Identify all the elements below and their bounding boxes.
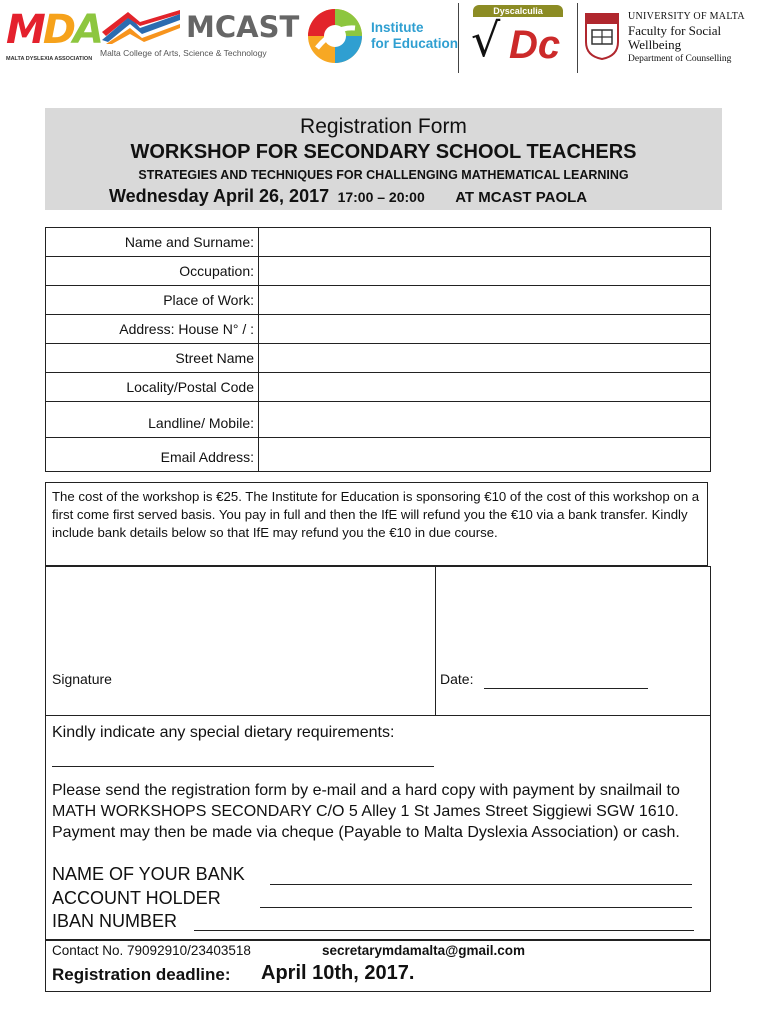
locality-input[interactable] (260, 372, 710, 401)
field-label: Occupation: (179, 263, 254, 279)
house-number-input[interactable] (260, 314, 710, 343)
phone-input[interactable] (260, 401, 710, 437)
mda-logo (6, 7, 101, 63)
logo-header (0, 0, 770, 80)
field-row-workplace (46, 285, 710, 315)
name-input[interactable] (260, 228, 710, 256)
field-row-email (46, 437, 710, 471)
account-holder-input[interactable] (260, 907, 692, 908)
dyscalculia-title: Dyscalculia (473, 5, 563, 17)
field-label: Street Name (175, 350, 254, 366)
mcast-wordmark: MCAST (186, 10, 300, 44)
ife-emblem-icon (305, 8, 365, 64)
workshop-subtitle: STRATEGIES AND TECHNIQUES FOR CHALLENGING MATHEMATICAL LEARNING (138, 168, 629, 182)
mcast-swoosh-icon (100, 10, 182, 44)
field-label: Landline/ Mobile: (148, 415, 254, 431)
mcast-logo (100, 6, 306, 66)
field-row-locality (46, 372, 710, 402)
bank-name-input[interactable] (270, 884, 692, 885)
email-input[interactable] (260, 437, 710, 471)
ife-name: Institute for Education (371, 20, 458, 51)
mcast-caption: Malta College of Arts, Science & Technology (100, 48, 267, 58)
dietary-and-bank-section (45, 716, 711, 940)
iban-label: IBAN NUMBER (52, 911, 178, 931)
deadline-label: Registration deadline: (52, 965, 231, 984)
ife-logo (305, 8, 465, 64)
field-label: Name and Surname: (124, 234, 254, 250)
account-holder-label: ACCOUNT HOLDER (52, 888, 221, 908)
occupation-input[interactable] (260, 256, 710, 285)
title-block (45, 108, 722, 210)
dyscalculia-logo (458, 3, 578, 73)
workshop-title: WORKSHOP FOR SECONDARY SCHOOL TEACHERS (130, 141, 637, 163)
mda-logo-caption: MALTA DYSLEXIA ASSOCIATION (6, 56, 93, 62)
field-row-phone (46, 401, 710, 438)
event-time: 17:00 – 20:00 (337, 189, 425, 205)
form-title: Registration Form (300, 115, 467, 138)
mda-logo-letters: MDA (6, 7, 101, 53)
field-label: Locality/Postal Code (126, 379, 254, 395)
signature-divider (435, 567, 436, 715)
cost-note: The cost of the workshop is €25. The Institute for Education is sponsoring €10 of the cost of this workshop on a first come first served basis. You pay in full and then the IfE will refund you the €10 via a bank transfer. Kindly include bank details below so that IfE may refund you the €10 in due course. (45, 482, 708, 566)
dietary-input[interactable] (52, 766, 434, 767)
registration-details-table (45, 227, 711, 472)
field-label: Email Address: (160, 449, 254, 465)
submission-instructions: Please send the registration form by e-mail and a hard copy with payment by snailmail to MATH WORKSHOPS SECONDARY C/O 5 Alley 1 St James Street Siggiewi SGW 1610. Payment may then be made via cheque (Payable to Malta Dyslexia Association) or cash. (52, 782, 680, 841)
field-label: Address: House N° / : (119, 321, 254, 337)
street-input[interactable] (260, 343, 710, 372)
event-date-line (45, 186, 770, 207)
date-input[interactable] (484, 688, 648, 689)
bank-name-label: NAME OF YOUR BANK (52, 864, 245, 884)
field-row-occupation (46, 256, 710, 286)
um-text: UNIVERSITY OF MALTA Faculty for Social Wellbeing Department of Counselling (628, 11, 745, 64)
deadline-date: April 10th, 2017. (261, 962, 415, 984)
event-date: Wednesday April 26, 2017 (109, 186, 330, 206)
signature-box (45, 566, 711, 716)
footer (45, 940, 711, 992)
dietary-label: Kindly indicate any special dietary requirements: (52, 724, 395, 741)
account-holder-row (52, 888, 221, 909)
field-label: Place of Work: (163, 292, 254, 308)
event-venue: AT MCAST PAOLA (455, 189, 588, 206)
um-crest-icon (584, 12, 620, 60)
university-of-malta-logo (582, 10, 768, 66)
workplace-input[interactable] (260, 285, 710, 314)
field-row-name (46, 228, 710, 257)
field-row-house-number (46, 314, 710, 344)
iban-row (52, 911, 177, 932)
iban-input[interactable] (194, 930, 694, 931)
signature-label: Signature (52, 671, 112, 687)
dyscalculia-mark: Dc (509, 23, 561, 67)
field-row-street (46, 343, 710, 373)
bank-name-row (52, 864, 245, 885)
square-root-icon: √ (471, 13, 501, 67)
contact-number: Contact No. 79092910/23403518 (52, 943, 251, 958)
contact-email: secretarymdamalta@gmail.com (322, 943, 526, 958)
date-label: Date: (440, 671, 474, 687)
